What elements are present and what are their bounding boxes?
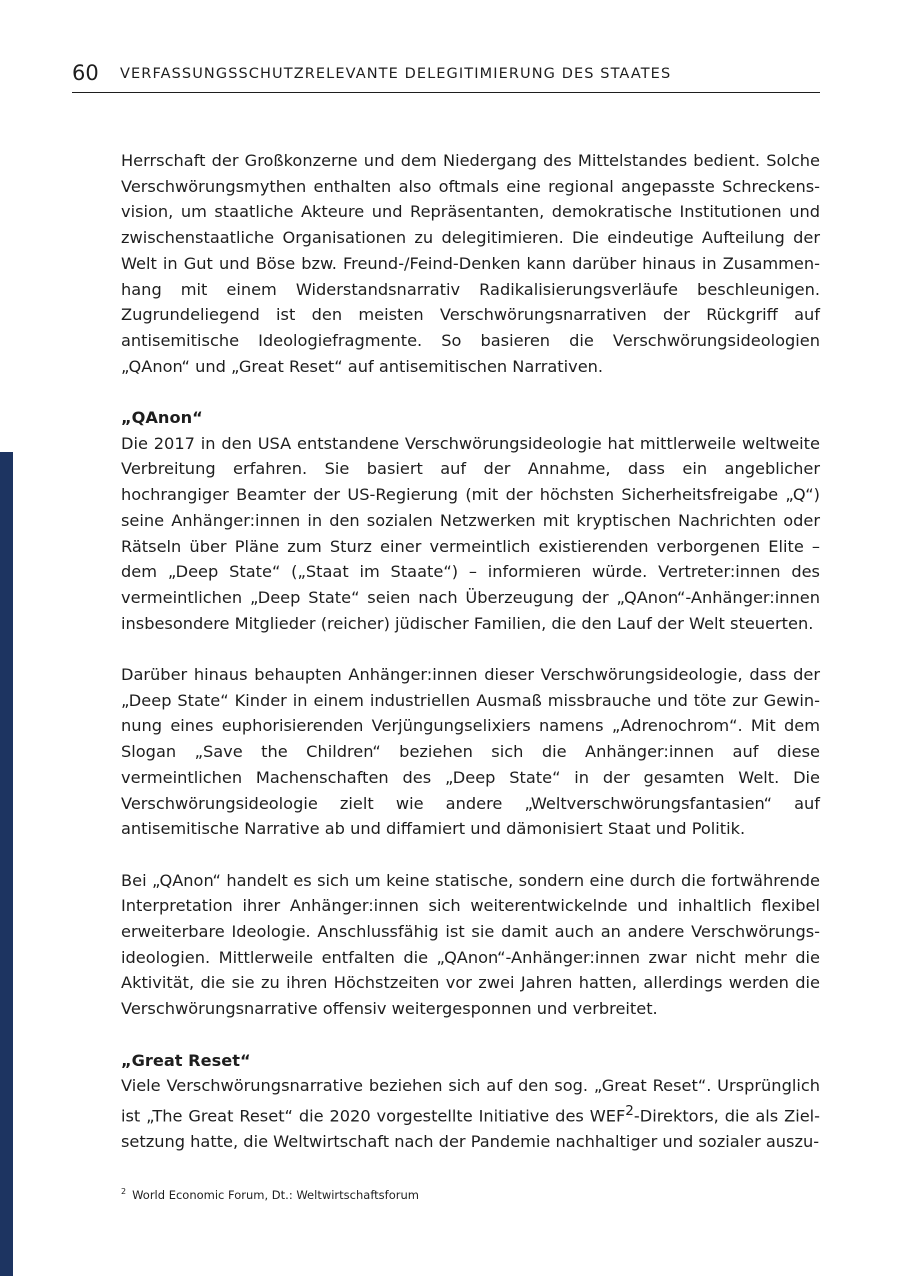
great-reset-paragraph xyxy=(121,1073,820,1155)
qanon-paragraph-1: Die 2017 in den USA entstandene Verschwörungsideologie hat mittlerweile weltweite Verbreitung erfahren. Sie basiert auf der Annahme, dass ein angeblicher hochrangiger Beamter der US-Regierung (mit der höchsten Sicherheitsfreigabe „Q“) seine Anhänger:innen in den sozialen Netzwerken mit kryptischen Nachrichten oder Rätseln über Pläne zum Sturz einer vermeintlich existierenden verborgenen Elite – dem „Deep State“ („Staat im Staate“) – informieren würde. Vertreter:innen des vermeintlichen „Deep State“ seien nach Überzeugung der „QAnon“-Anhänger:innen insbesondere Mitglieder (reicher) jüdischer Familien, die den Lauf der Welt steuerten. xyxy=(121,433,820,633)
great-reset-text-part-1: Viele Verschwörungsnarrative beziehen sich auf den sog. „Great Reset“. Ursprünglich ist „The Great Reset“ die 2020 vorgestellte Initiative des WEF xyxy=(121,1076,820,1126)
qanon-heading: „QAnon“ xyxy=(121,408,203,428)
qanon-paragraph-2: Darüber hinaus behaupten Anhänger:innen dieser Verschwörungsideologie, dass der „Deep State“ Kinder in einem industriellen Ausmaß missbrauche und töte zur Gewinnung eines euphorisierenden Verjüngungselixiers namens „Adrenochrom“. Mit dem Slogan „Save the Children“ beziehen sich die Anhänger:innen auf diese vermeintlichen Machenschaften des „Deep State“ in der gesamten Welt. Die Verschwörungsideologie zielt wie andere „Weltverschwörungsfantasien“ auf antisemitische Narrative ab und diffamiert und dämonisiert Staat und Politik. xyxy=(121,665,820,839)
qanon-paragraph-3: Bei „QAnon“ handelt es sich um keine statische, sondern eine durch die fortwährende Interpretation ihrer Anhänger:innen sich weiterentwickelnde und inhaltlich flexibel erweiterbare Ideologie. Anschlussfähig ist sie damit auch an andere Verschwörungsideologien. Mittlerweile entfalten die „QAnon“-Anhänger:innen zwar nicht mehr die Aktivität, die sie zu ihren Höchstzeiten vor zwei Jahren hatten, allerdings werden die Verschwörungsnarrative offensiv weitergesponnen und verbreitet. xyxy=(121,870,820,1019)
great-reset-heading: „Great Reset“ xyxy=(121,1050,251,1070)
great-reset-text-part-2: -Direktors, die als Zielsetzung hatte, die Weltwirtschaft nach der Pandemie nachhaltiger und sozialer auszu- xyxy=(121,1106,820,1152)
intro-paragraph: Herrschaft der Großkonzerne und dem Niedergang des Mittelstandes bedient. Solche Verschwörungsmythen enthalten also oftmals eine regional angepasste Schreckensvision, um staatliche Akteure und Repräsentanten, demokratische Institutionen und zwischenstaatliche Organisationen zu delegitimieren. Die eindeutige Aufteilung der Welt in Gut und Böse bzw. Freund-/Feind-Denken kann darüber hinaus in Zusammenhang mit einem Widerstandsnarrativ Radikalisierungsverläufe beschleunigen. Zugrundeliegend ist den meisten Verschwörungsnarrativen der Rückgriff auf antisemitische Ideologiefragmente. So basieren die Verschwörungsideologien „QAnon“ und „Great Reset“ auf antisemitischen Narrativen. xyxy=(121,151,820,376)
footnote-text: World Economic Forum, Dt.: Weltwirtschaftsforum xyxy=(132,1187,419,1202)
footnote-reference[interactable]: 2 xyxy=(625,1102,634,1119)
running-title: VERFASSUNGSSCHUTZRELEVANTE DELEGITIMIERUNG DES STAATES xyxy=(120,66,672,82)
page-header xyxy=(72,60,820,93)
side-accent-bar xyxy=(0,452,13,1276)
main-content xyxy=(121,148,820,1155)
footnote xyxy=(121,1184,419,1203)
page-number: 60 xyxy=(72,61,99,85)
footnote-number: 2 xyxy=(121,1187,127,1196)
